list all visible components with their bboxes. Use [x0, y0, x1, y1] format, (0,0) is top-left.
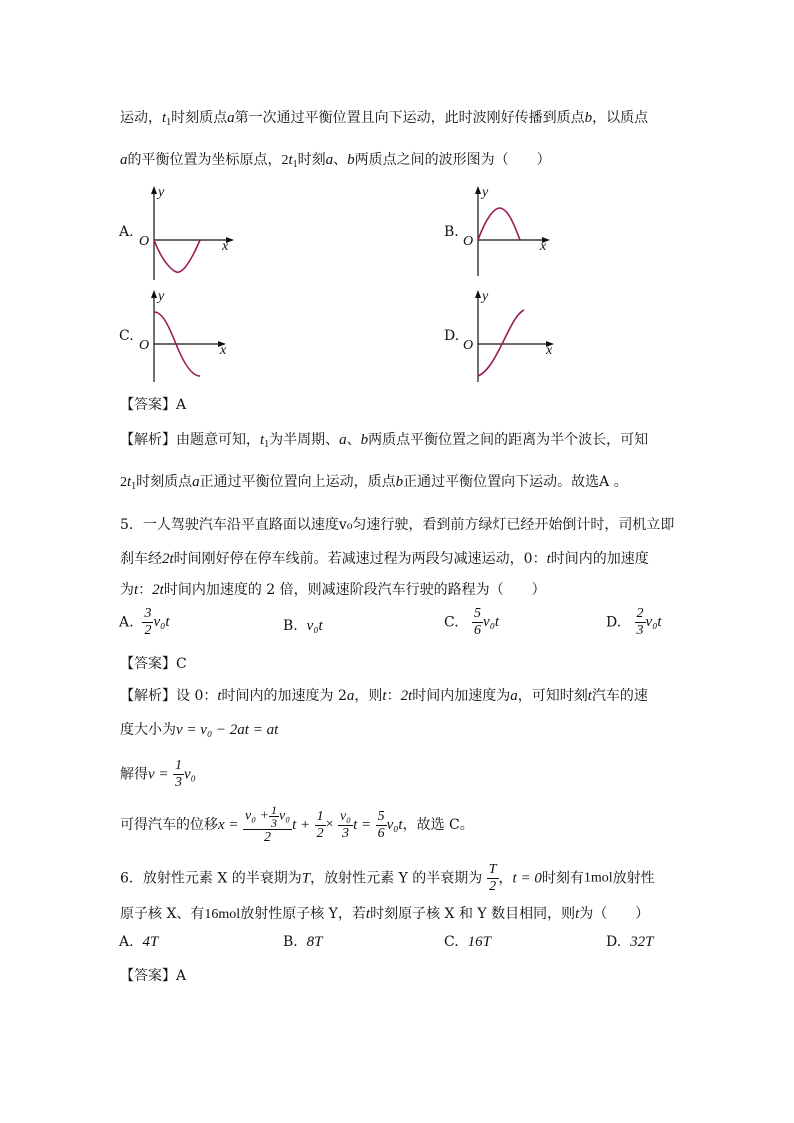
option-a-x-label: x [222, 239, 229, 254]
q5-option-c[interactable]: C. $\frac{5}{6}$ v₀t [444, 606, 500, 638]
q6-answer: 【答案】A [120, 968, 187, 984]
option-a-graph [134, 184, 244, 284]
q5-stem-line-2: 刹车经2t时间刚好停在停车线前。若减速过程为两段匀减速运动，0：t时间内的加速度 [120, 551, 649, 567]
option-b-graph [458, 184, 568, 284]
option-a-y-label: y [158, 185, 165, 200]
q4-stem-line-1: 运动，$t_1$时刻质点a第一次通过平衡位置且向下运动，此时波刚好传播到质点b，以质点 [120, 110, 649, 128]
q6-stem-line-2: 原子核 X、有16mol放射性原子核 Y，若t时刻原子核 X 和 Y 数目相同，则t为（ ） [120, 906, 650, 922]
q5-analysis-line-1: 【解析】设 0：t时间内的加速度为 2a，则t：2t时间内加速度为a，可知时刻t汽车的速 [120, 688, 648, 704]
q5-analysis-displacement: 可得汽车的位移x = v₀ + $\frac{1}{3}$ v₀ 2 t + $\frac{1}{2}$ × $\frac{\text{v₀}}{3}$ t = $\frac{5}{6}$ v₀t，故选 C。 [120, 803, 474, 845]
q5-answer: 【答案】C [120, 656, 187, 672]
q6-option-d[interactable]: D. 32T [606, 934, 654, 950]
option-c-y-label: y [158, 289, 165, 304]
q5-analysis-speed: 度大小为v = v₀ − 2at = at [120, 722, 279, 738]
option-b-label[interactable]: B. [444, 224, 459, 240]
t1-symbol: t [162, 110, 167, 126]
option-d-origin: O [463, 338, 474, 353]
q5-option-a[interactable]: A. $\frac{3}{2}$ v₀t [119, 606, 170, 638]
q5-stem-line-1: 5．一人驾驶汽车沿平直路面以速度v₀匀速行驶，看到前方绿灯已经开始倒计时，司机立即 [120, 517, 675, 533]
q4-stem-line-2: a的平衡位置为坐标原点，$2t_1$时刻a、b两质点之间的波形图为（ ） [120, 152, 551, 170]
option-b-y-label: y [482, 185, 489, 200]
q5-option-b[interactable]: B. v₀t [283, 618, 323, 634]
option-d-x-label: x [546, 343, 553, 358]
option-c-label[interactable]: C. [119, 328, 134, 344]
option-c-origin: O [139, 338, 150, 353]
q6-option-a[interactable]: A. 4T [119, 934, 159, 950]
q6-option-c[interactable]: C. 16T [444, 934, 491, 950]
option-b-origin: O [463, 234, 474, 249]
option-c-graph [134, 288, 244, 384]
option-a-origin: O [139, 234, 150, 249]
option-d-label[interactable]: D. [444, 328, 460, 344]
option-a-label[interactable]: A. [119, 224, 134, 240]
q5-option-d[interactable]: D. $\frac{2}{3}$ v₀t [606, 606, 662, 638]
q5-stem-line-3: 为t：2t时间内加速度的 2 倍，则减速阶段汽车行驶的路程为（ ） [120, 582, 546, 598]
q4-analysis-line-2: $2t_1$时刻质点a正通过平衡位置向上运动，质点b正通过平衡位置向下运动。故选A 。 [120, 474, 628, 492]
option-b-x-label: x [540, 239, 547, 254]
option-c-x-label: x [220, 343, 227, 358]
q4-analysis-line-1: 【解析】由题意可知，$t_1$为半周期、a、b两质点平衡位置之间的距离为半个波长，可知 [120, 432, 649, 450]
q6-option-b[interactable]: B. 8T [283, 934, 323, 950]
q5-analysis-solve: 解得v = $\frac{1}{3}$ v₀ [120, 758, 196, 790]
q6-stem-line-1: 6．放射性元素 X 的半衰期为T，放射性元素 Y 的半衰期为 $\frac{T}{2}$ ，t = 0时刻有1mol放射性 [120, 862, 655, 894]
option-d-y-label: y [482, 289, 489, 304]
q4-answer: 【答案】A [120, 397, 187, 413]
option-d-graph [458, 288, 568, 384]
